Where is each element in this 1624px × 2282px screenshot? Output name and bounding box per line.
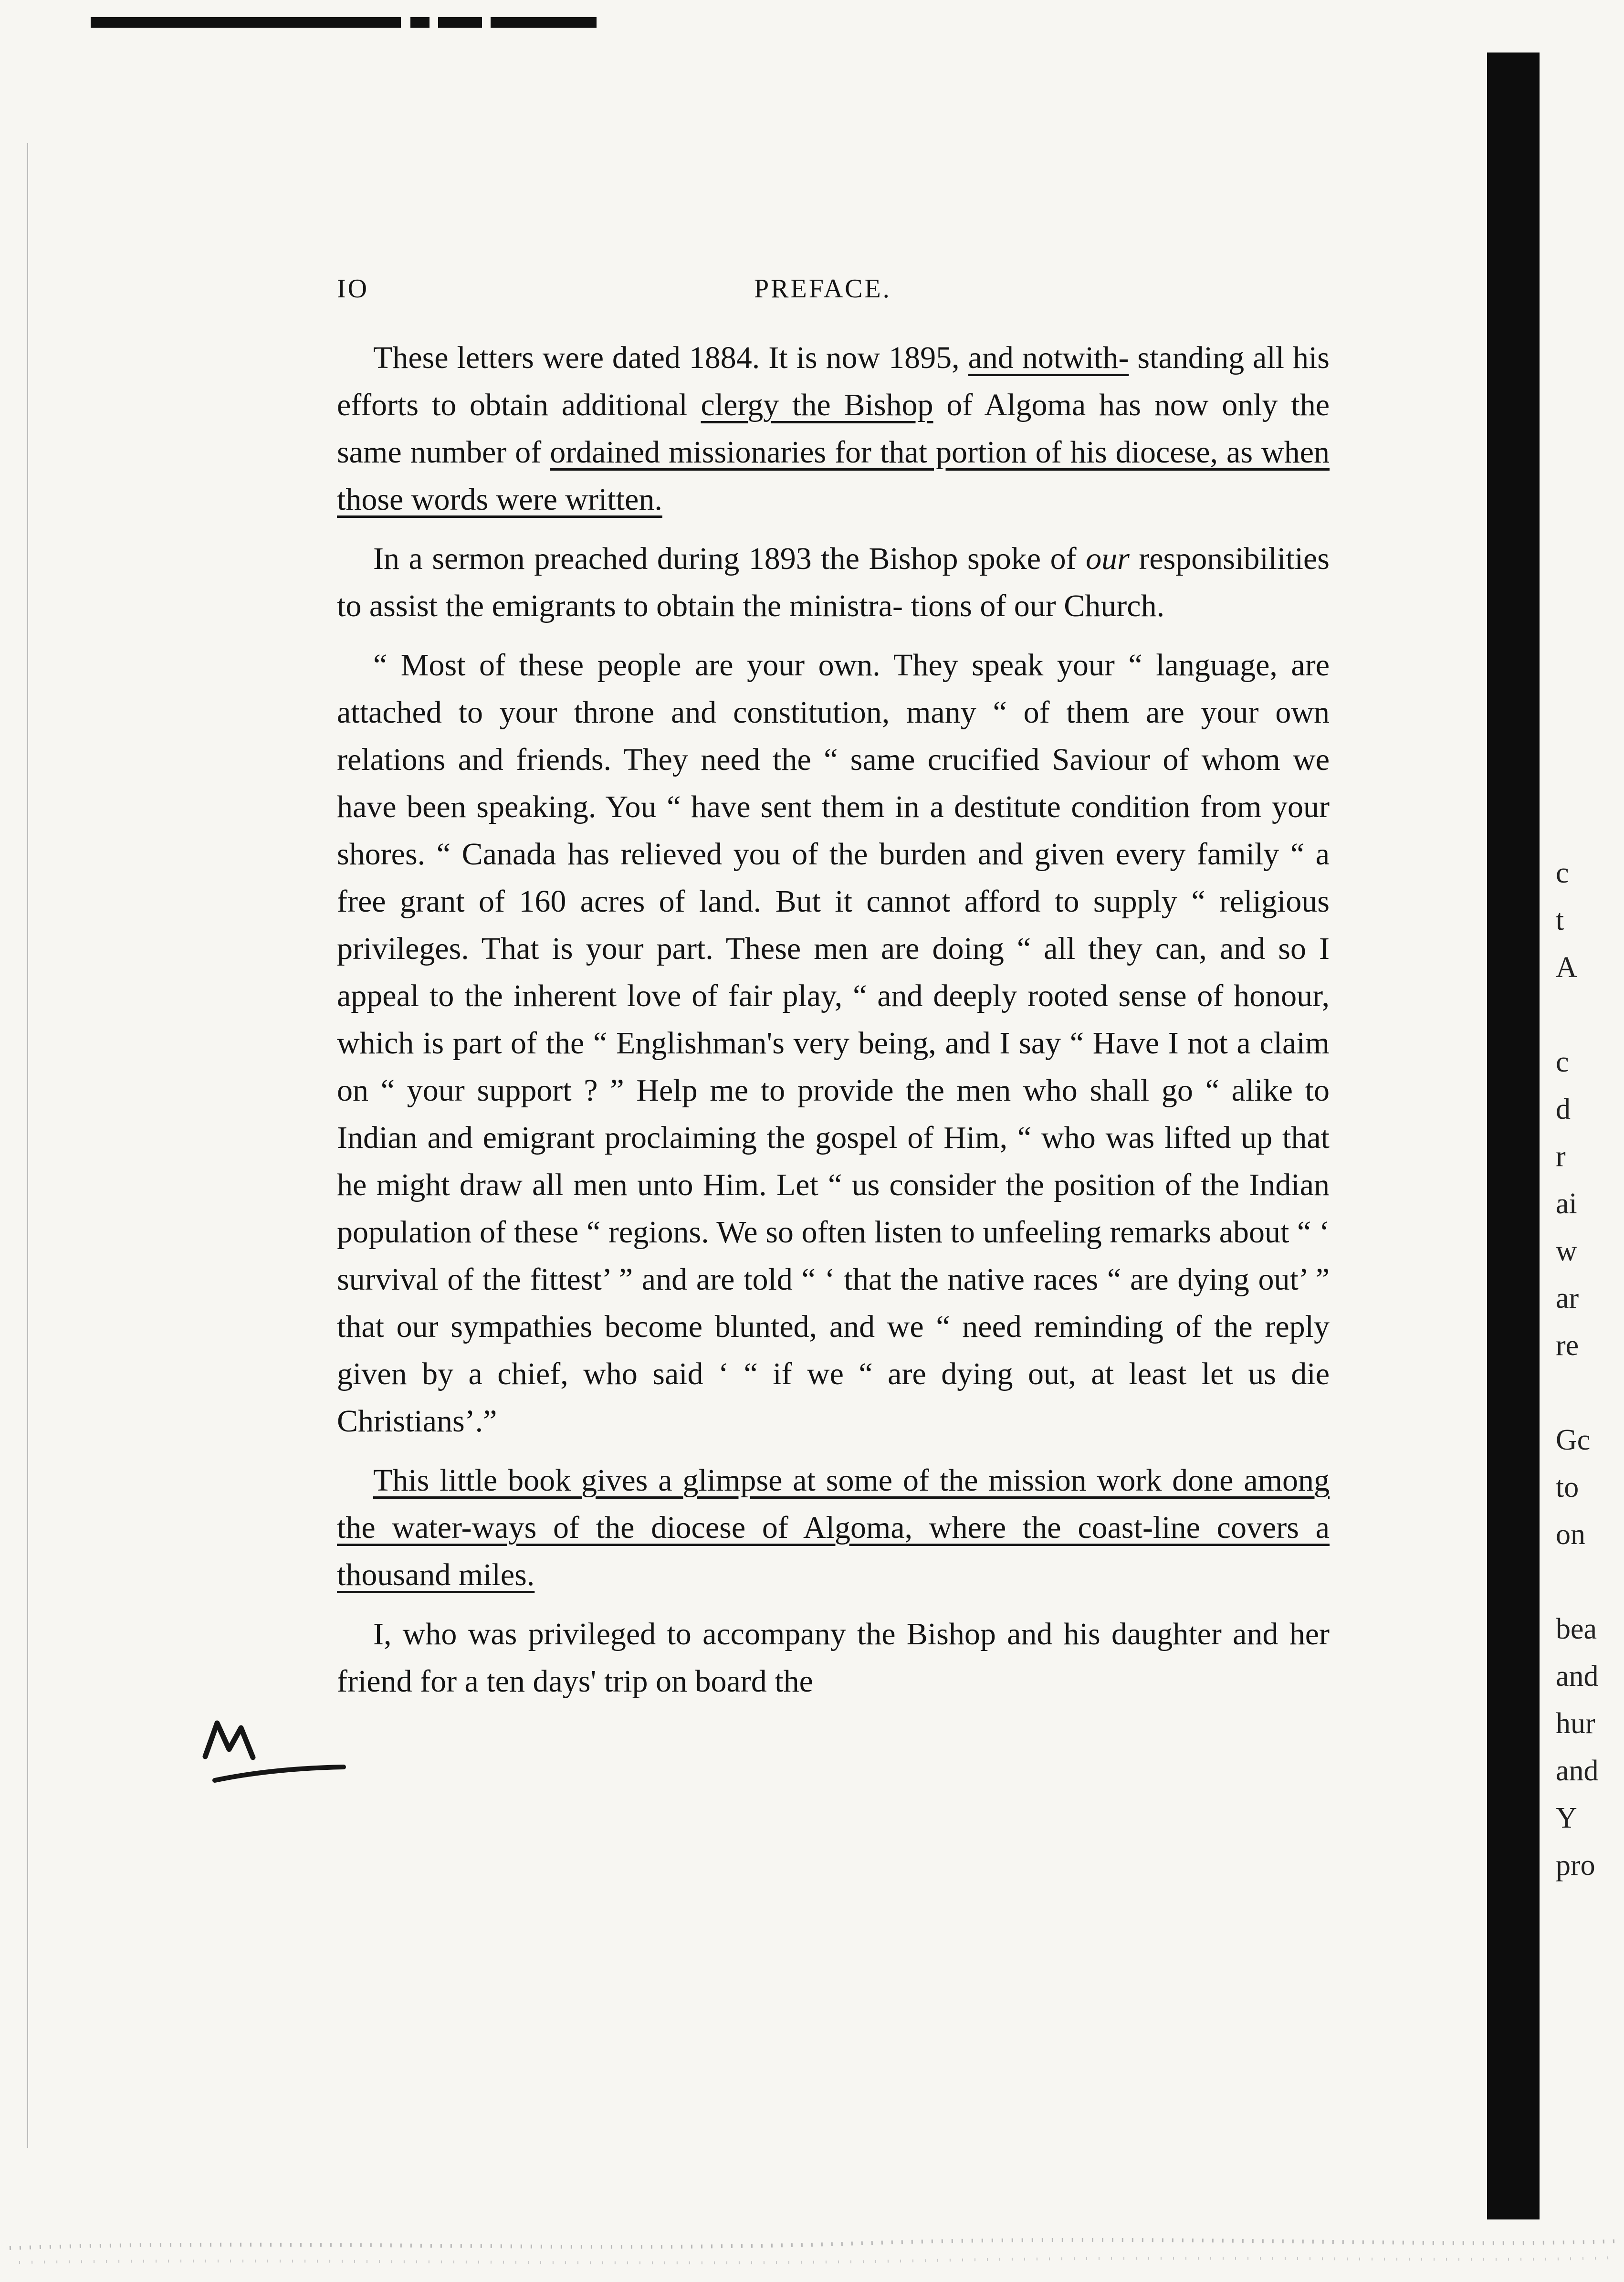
scan-noise [0, 2215, 1624, 2282]
page-number: IO [337, 274, 369, 304]
underlined-text: and notwith- [968, 340, 1129, 375]
underlined-text: ordained missionaries for that portion of his diocese, as when those words were written. [337, 435, 1330, 517]
paragraph [337, 535, 1330, 630]
running-head: PREFACE. [754, 274, 891, 304]
fragment-text: pro [1556, 1849, 1595, 1882]
fragment-text: A [1556, 951, 1577, 984]
text-run: standing all his efforts to obtain additional [337, 340, 1330, 422]
text-run: “ Most of these people are your own. They speak your “ language, are attached to your throne and constitution, many “ of them are your own relations and friends. They need the “ same crucified Saviour of whom we have been speaking. You “ have sent them in a destitute condition from your shores. “ Canada has relieved you of the burden and given every family “ a free grant of 160 acres of land. But it cannot afford to supply “ religious privileges. That is your part. These men are doing “ all they can, and so I appeal to the inherent love of fair play, “ and deeply rooted sense of honour, which is part of the “ Englishman's very being, and I say “ Have I not a claim on “ your support ? ” Help me to provide the men who shall go “ alike to Indian and emigrant proclaiming the gospel of Him, “ who was lifted up that he might draw all men unto Him. Let “ us consider the position of the Indian population of these “ regions. We so often listen to unfeeling remarks about “ ‘ survival of the fittest’ ” and are told “ ‘ that the native races “ are dying out’ ” that our sympathies become blunted, and we “ need reminding of the reply given by a chief, who said ‘ “ if we “ are dying out, at least let us die Christians’.” [337, 648, 1330, 1439]
paragraph [337, 1457, 1330, 1598]
fragment-text: to [1556, 1471, 1579, 1504]
fragment-text [1556, 991, 1624, 1039]
rule-gap [401, 17, 410, 28]
paragraph [337, 641, 1330, 1445]
top-rule [91, 17, 597, 28]
paragraph [337, 1610, 1330, 1705]
text-run: responsibilities to assist the emigrants to obtain the ministra- tions of our Church. [337, 541, 1330, 623]
underlined-text: This little book gives a glimpse at some of the mission work done among the water-ways of the diocese of Algoma, where the coast-line covers a thousand miles. [337, 1463, 1330, 1592]
fragment-text: and [1556, 1755, 1599, 1787]
fragment-text: ai [1556, 1188, 1577, 1220]
text-run: I, who was privileged to accompany the Bishop and his daughter and her friend for a ten days' trip on board the [337, 1617, 1330, 1699]
fragment-text: w [1556, 1235, 1577, 1267]
fragment-text [1556, 1558, 1624, 1606]
fragment-text: Gc [1556, 1424, 1591, 1456]
underlined-text: clergy the Bishop [701, 388, 933, 422]
body-text [337, 334, 1330, 1717]
paragraph [337, 334, 1330, 523]
fragment-text: c [1556, 857, 1569, 889]
fragment-text: Y [1556, 1802, 1577, 1834]
adjacent-page-fragments [1556, 850, 1624, 1889]
fragment-text: t [1556, 904, 1564, 936]
fragment-text: ar [1556, 1282, 1579, 1315]
margin-annotation [196, 1714, 348, 1795]
text-run: our [1086, 541, 1130, 576]
book-spine-shadow [1487, 53, 1540, 2219]
text-run: In a sermon preached during 1893 the Bishop spoke of [373, 541, 1086, 576]
fragment-text: hur [1556, 1707, 1595, 1740]
fragment-text [1556, 1369, 1624, 1417]
page-edge [27, 143, 28, 2148]
fragment-text: and [1556, 1660, 1599, 1693]
fragment-text: c [1556, 1046, 1569, 1078]
rule-gap [482, 17, 491, 28]
fragment-text: bea [1556, 1613, 1597, 1645]
fragment-text: re [1556, 1329, 1579, 1362]
fragment-text: d [1556, 1093, 1571, 1125]
text-run: These letters were dated 1884. It is now 1895, [373, 340, 968, 375]
rule-gap [430, 17, 438, 28]
fragment-text: r [1556, 1140, 1566, 1173]
fragment-text: on [1556, 1518, 1585, 1551]
text-run: of Algoma has now only the same number of [337, 388, 1330, 470]
